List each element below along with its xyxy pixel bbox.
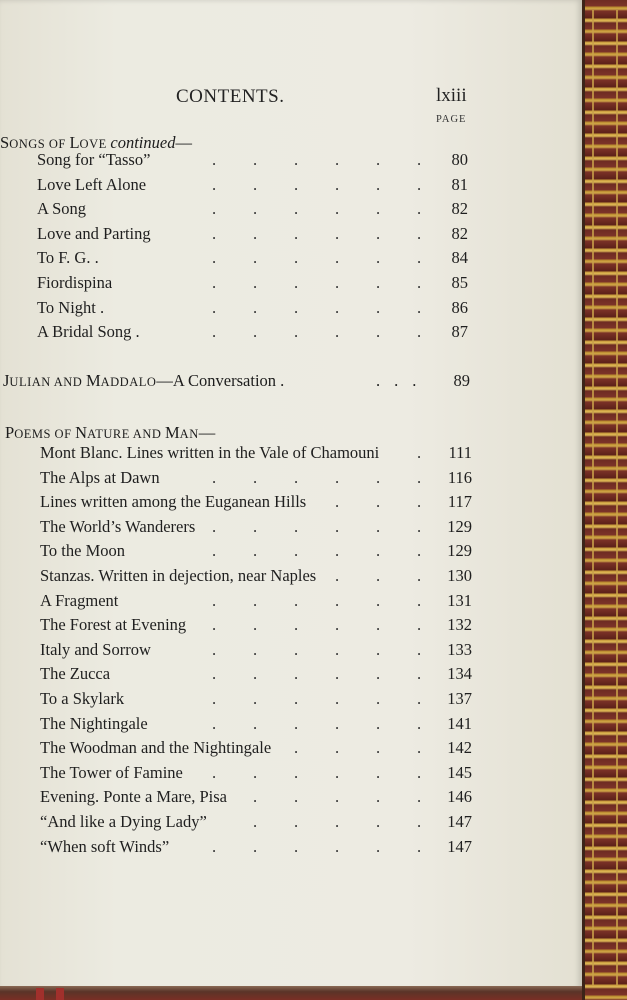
leader-dot: . [417,174,422,194]
toc-entry [40,541,125,561]
spine-gilt-border [592,10,618,985]
leader-dot: . [253,248,258,268]
page-number: lxiii [436,85,467,106]
leader-dot: . [417,223,422,243]
entry-page-number: 145 [447,762,472,782]
leader-dot: . [376,150,381,169]
toc-entry [40,591,118,611]
section-heading-songs-of-love: SONGS OF LOVE continued— [0,133,192,152]
leader-dot: . [417,713,422,733]
leader-dot: . [417,516,422,536]
leader-dot: . [376,689,381,708]
leader-dot: . [294,836,299,856]
entry-page-number: 137 [447,689,472,708]
page-column-label: PAGE [436,114,467,125]
page-title: CONTENTS. [176,86,285,107]
leader-dot: . [376,762,381,782]
leader-dot: . [253,812,258,831]
leader-dot: . [335,174,340,194]
entry-title: Italy and Sorrow [40,639,151,659]
leader-dot: . [335,787,340,807]
entry-page-number: 131 [447,590,472,610]
entry-title: Lines written among the Euganean Hills [40,492,307,512]
entry-title: A Song [37,199,87,219]
toc-entry [37,273,112,293]
entry-page-number: 111 [448,443,472,462]
toc-entry [40,566,316,586]
leader-dot: . [212,541,217,561]
leader-dot: . [376,738,381,758]
leader-dot: . [253,516,258,536]
leader-dot: . [376,787,381,807]
leader-dot: . [417,566,422,585]
leader-dot: . [335,223,340,243]
toc-entry [40,787,227,807]
leader-dot: . [294,174,299,194]
leader-dot: . [253,541,258,561]
leader-dot: . [417,664,422,684]
entry-page-number: 129 [447,516,472,536]
leader-dot: . [212,664,217,684]
entry-page-number: 87 [451,322,468,342]
leader-dot: . [335,199,340,219]
leader-dot: . [253,467,258,487]
leader-dot: . [212,639,217,659]
entry-page-number: 84 [451,248,468,268]
leader-dot: . [212,322,217,342]
leader-dot: . [253,223,258,243]
leader-dot: . [253,787,258,807]
leader-dot: . [294,223,299,243]
leader-dot: . [294,738,299,758]
entry-title: Fiordispina [37,273,113,292]
toc-entry [40,492,306,512]
leader-dot: . [294,762,299,782]
leader-dot: . [253,836,258,856]
leader-dot: . [253,713,258,733]
section-heading-poems-of-nature-and-man: POEMS OF NATURE AND MAN— [5,423,216,442]
leader-dot: . [335,713,340,733]
leader-dot: . [376,492,381,512]
page-bottom-edge [0,986,582,1000]
leader-dot: . [417,273,422,292]
toc-entry [37,298,104,318]
leader-dot: . [212,297,217,317]
leader-dot: . [417,836,422,856]
entry-page-number: 82 [451,199,468,219]
leader-dot: . [212,615,217,635]
entry-title: To F. G. . [37,248,99,268]
leader-dot: . [335,150,340,169]
leader-dot: . [212,273,217,292]
entry-title: The Tower of Famine [40,762,183,782]
leader-dot: . [376,199,381,219]
leader-dot: . [417,248,422,268]
leader-dot: . [376,322,381,342]
leader-dot: . [212,467,217,487]
leader-dot: . [253,297,258,317]
leader-dot: . [212,174,217,194]
leader-dot: . [376,516,381,536]
leader-dot: . [253,150,258,169]
toc-entry [40,615,186,635]
leader-dot: . [253,199,258,219]
section-heading-julian-and-maddalo: JULIAN AND MADDALO—A Conversation . [3,371,285,390]
leader-dot: . [253,689,258,708]
leader-dot: . [417,322,422,342]
toc-entry [40,738,271,758]
leader-dot: . [335,812,340,831]
entry-title: The Nightingale [40,713,148,733]
leader-dot: . [294,150,299,169]
leader-dots: ... [376,371,431,390]
toc-entry [40,640,151,660]
entry-page-number: 147 [447,812,472,831]
leader-dot: . [294,248,299,268]
leader-dot: . [376,566,381,585]
entry-page-number: 147 [447,836,472,856]
leader-dot: . [212,516,217,536]
leader-dot: . [417,615,422,635]
leader-dot: . [212,590,217,610]
leader-dot: . [335,738,340,758]
leader-dot: . [335,248,340,268]
entry-title: The World’s Wanderers [40,516,196,536]
entry-page-number: 141 [447,713,472,733]
toc-entry [37,175,146,195]
leader-dot: . [294,689,299,708]
entry-title: To Night . [37,297,105,317]
toc-entry [37,199,86,219]
leader-dot: . [212,223,217,243]
entry-page-number: 82 [451,223,468,243]
leader-dot: . [335,322,340,342]
leader-dot: . [294,516,299,536]
toc-entry [37,224,151,244]
entry-page-number: 86 [451,297,468,317]
entry-title: A Bridal Song . [37,322,140,342]
toc-entry [40,689,124,709]
leader-dot: . [417,762,422,782]
entry-title: Song for “Tasso” [37,150,151,169]
leader-dot: . [294,322,299,342]
leader-dot: . [417,492,422,512]
leader-dot: . [294,541,299,561]
bookmark-ribbon [56,988,64,1000]
leader-dot: . [335,664,340,684]
entry-title: “When soft Winds” [40,836,170,856]
leader-dot: . [417,443,422,462]
entry-page-number: 81 [451,174,468,194]
leader-dot: . [376,174,381,194]
leader-dot: . [417,590,422,610]
entry-title: To the Moon [40,541,126,561]
leader-dot: . [376,273,381,292]
toc-entry [40,517,195,537]
leader-dot: . [376,836,381,856]
toc-entry [40,837,169,857]
leader-dot: . [376,297,381,317]
entry-title: “And like a Dying Lady” [40,812,207,831]
leader-dot: . [417,467,422,487]
entry-title: The Alps at Dawn [40,467,160,487]
leader-dot: . [417,689,422,708]
leader-dot: . [335,273,340,292]
entry-page-number: 80 [451,150,468,169]
leader-dot: . [417,738,422,758]
leader-dot: . [335,467,340,487]
leader-dot: . [253,322,258,342]
leader-dot: . [212,689,217,708]
entry-page-number: 89 [453,371,470,390]
entry-page-number: 134 [447,664,472,684]
entry-page-number: 142 [447,738,472,758]
leader-dot: . [335,492,340,512]
leader-dot: . [253,762,258,782]
bookmark-ribbon [36,988,44,1000]
leader-dot: . [335,615,340,635]
leader-dot: . [417,639,422,659]
entry-title: A Fragment [40,590,119,610]
leader-dot: . [417,150,422,169]
leader-dot: . [335,541,340,561]
entry-page-number: 129 [447,541,472,561]
leader-dot: . [253,590,258,610]
leader-dot: . [376,713,381,733]
leader-dot: . [335,516,340,536]
leader-dot: . [335,297,340,317]
leader-dot: . [335,566,340,585]
leader-dot: . [417,812,422,831]
leader-dot: . [417,199,422,219]
entry-title: The Woodman and the Nightingale [40,738,272,758]
toc-entry [40,714,148,734]
entry-title: To a Skylark [40,689,125,708]
leader-dot: . [294,812,299,831]
toc-entry [40,443,379,463]
leader-dot: . [335,689,340,708]
toc-entry [37,248,99,268]
leader-dot: . [212,762,217,782]
leader-dot: . [294,639,299,659]
entry-title: Mont Blanc. Lines written in the Vale of Chamouni [40,443,380,462]
leader-dot: . [376,615,381,635]
toc-entry [40,812,207,832]
entry-title: The Forest at Evening [40,615,187,635]
leader-dot: . [417,541,422,561]
leader-dot: . [253,639,258,659]
leader-dot: . [294,297,299,317]
toc-entry [40,664,110,684]
leader-dot: . [335,639,340,659]
entry-title: Love Left Alone [37,174,147,194]
leader-dot: . [294,199,299,219]
leader-dot: . [376,223,381,243]
entry-title: Love and Parting [37,223,151,243]
leader-dot: . [294,787,299,807]
leader-dot: . [212,713,217,733]
entry-page-number: 85 [451,273,468,292]
toc-entry [40,468,160,488]
entry-page-number: 132 [447,615,472,635]
leader-dot: . [417,787,422,807]
entry-page-number: 116 [447,467,472,487]
leader-dot: . [294,467,299,487]
leader-dot: . [335,762,340,782]
leader-dot: . [417,297,422,317]
leader-dot: . [294,615,299,635]
leader-dot: . [253,664,258,684]
leader-dot: . [212,150,217,169]
toc-entry [40,763,183,783]
entry-page-number: 133 [447,639,472,659]
leader-dot: . [294,273,299,292]
leader-dot: . [335,836,340,856]
leader-dot: . [253,174,258,194]
entry-page-number: 130 [447,566,472,585]
entry-title: Stanzas. Written in dejection, near Naples [40,566,317,585]
leader-dot: . [253,615,258,635]
leader-dot: . [294,590,299,610]
leader-dot: . [376,541,381,561]
leader-dot: . [376,467,381,487]
leader-dot: . [294,664,299,684]
leader-dot: . [212,836,217,856]
leader-dot: . [212,199,217,219]
leader-dot: . [376,248,381,268]
leader-dot: . [253,273,258,292]
leader-dot: . [376,590,381,610]
entry-page-number: 117 [447,492,472,512]
toc-entry [37,322,140,342]
leader-dot: . [335,590,340,610]
leader-dot: . [294,713,299,733]
leader-dot: . [212,248,217,268]
entry-title: The Zucca [40,664,111,684]
leader-dot: . [376,812,381,831]
toc-entry [37,150,150,170]
entry-page-number: 146 [447,787,472,807]
leader-dot: . [376,639,381,659]
leader-dot: . [376,664,381,684]
entry-title: Evening. Ponte a Mare, Pisa [40,787,227,807]
